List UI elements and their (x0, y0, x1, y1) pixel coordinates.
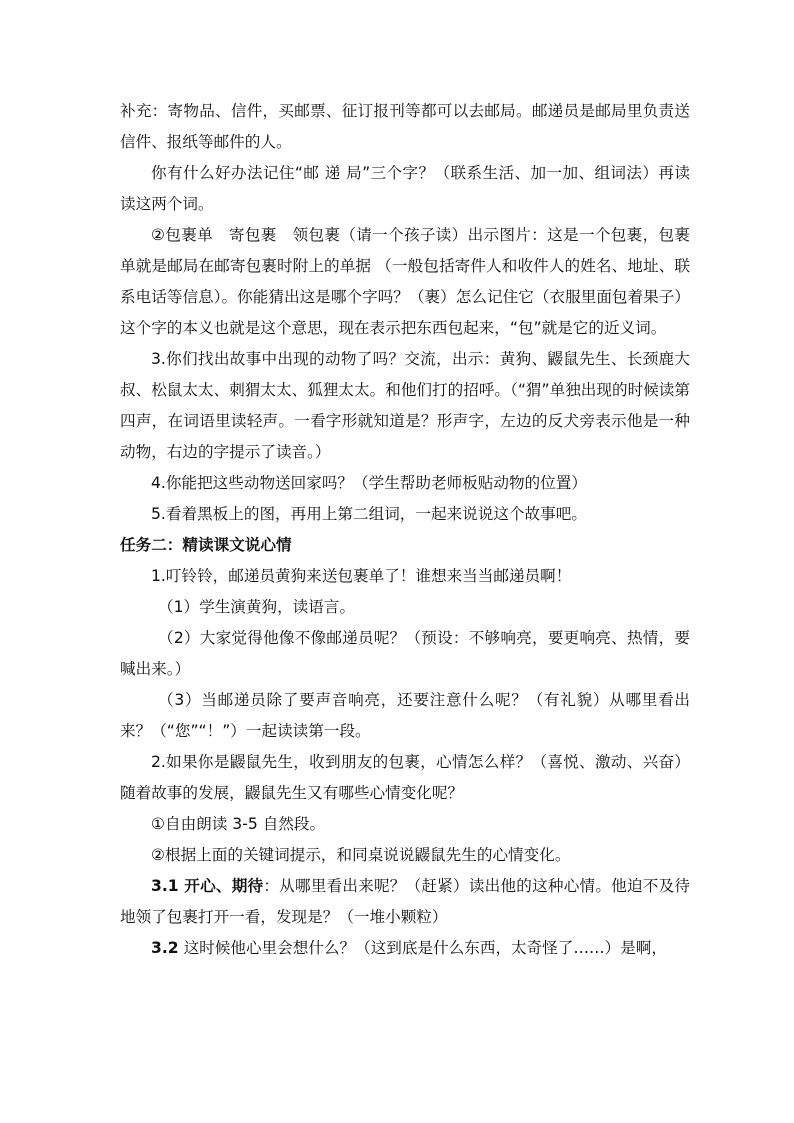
paragraph-happy-expect (120, 871, 690, 933)
paragraph-read-aloud: ①自由朗读 3-5 自然段。 (151, 815, 326, 833)
paragraph-step-3: （3）当邮递员除了要声音响亮，还要注意什么呢？（有礼貌）从哪里看出来？（“您”“！”）一起读读第一段。 (120, 691, 690, 740)
paragraph-package-words: ②包裹单 寄包裹 领包裹（请一个孩子读）出示图片：这是一个包裹，包裹单就是邮局在邮寄包裹时附上的单据 （一般包括寄件人和收件人的姓名、地址、联系电话等信息）。你能猜出这是哪个字吗？（裹）怎么记住它（衣服里面包着果子）这个字的本义也就是这个意思，现在表示把东西包起来，“包”就是它的近义词。 (120, 226, 690, 337)
paragraph-step-2: （2）大家觉得他像不像邮递员呢？（预设：不够响亮，要更响亮、热情，要喊出来。） (120, 629, 690, 678)
paragraph-mood-question: 2.如果你是鼹鼠先生，收到朋友的包裹，心情怎么样？（喜悦、激动、兴奋）随着故事的发展，鼹鼠先生又有哪些心情变化呢？ (120, 753, 690, 802)
paragraph-dingling: 1.叮铃铃，邮递员黄狗来送包裹单了！谁想来当当邮递员啊！ (151, 567, 572, 585)
paragraph-animals: 3.你们找出故事中出现的动物了吗？交流，出示：黄狗、鼹鼠先生、长颈鹿大叔、松鼠太太、刺猬太太、狐狸太太。和他们打的招呼。（“猬”单独出现的时候读第四声，在词语里读轻声。一看字形就知道是？形声字，左边的反犬旁表示他是一种动物，右边的字提示了读音。） (120, 350, 690, 461)
paragraph-lead-label: 3.2 (151, 939, 179, 957)
paragraph-memorize-words: 你有什么好办法记住“邮 递 局”三个字？（联系生活、加一加、组词法）再读读这两个词。 (120, 164, 690, 213)
paragraph-supplement: 补充：寄物品、信件，买邮票、征订报刊等都可以去邮局。邮递员是邮局里负责送信件、报纸等邮件的人。 (120, 102, 690, 151)
paragraph-what-thinking (120, 933, 690, 964)
document-body (120, 96, 690, 964)
paragraph-step-1: （1）学生演黄狗，读语言。 (158, 598, 356, 616)
paragraph-discuss: ②根据上面的关键词提示，和同桌说说鼹鼠先生的心情变化。 (151, 846, 571, 864)
paragraph-send-home: 4.你能把这些动物送回家吗？（学生帮助老师板贴动物的位置） (151, 474, 587, 492)
paragraph-body-text: 这时候他心里会想什么？（这到底是什么东西，太奇怪了……）是啊， (178, 939, 667, 957)
section-heading-task-two: 任务二：精读课文说心情 (120, 536, 292, 554)
paragraph-tell-story: 5.看着黑板上的图，再用上第二组词，一起来说说这个故事吧。 (151, 505, 587, 523)
paragraph-lead-label: 3.1 开心、期待 (151, 877, 264, 895)
paragraph-body-text: ：从哪里看出来呢？（赶紧）读出他的这种心情。他迫不及待地领了包裹打开一看，发现是？（一堆小颗粒） (120, 877, 690, 926)
